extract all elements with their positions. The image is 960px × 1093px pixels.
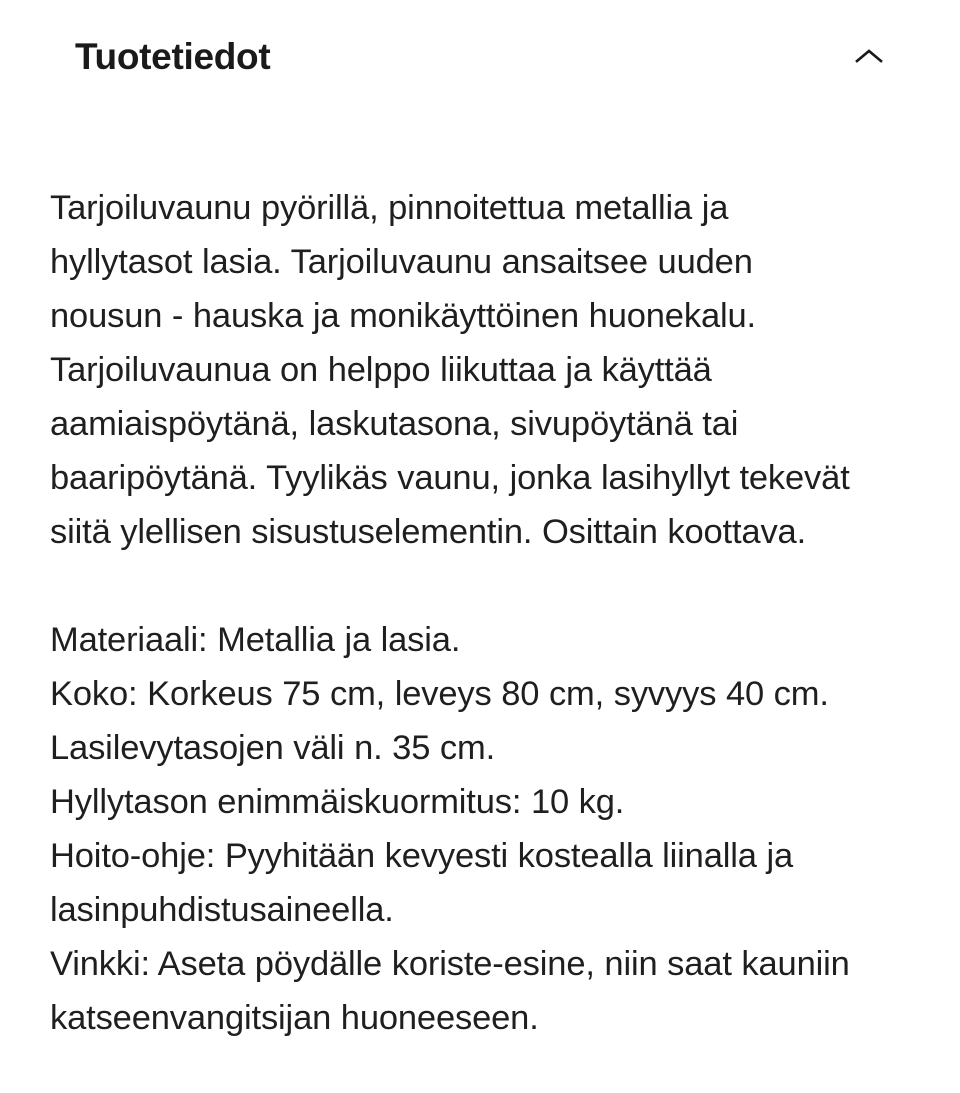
text-line: Tarjoiluvaunu pyörillä, pinnoitettua metallia ja bbox=[50, 189, 729, 227]
chevron-up-icon bbox=[855, 47, 883, 65]
text-line: hyllytasot lasia. Tarjoiluvaunu ansaitsee uuden bbox=[50, 243, 753, 281]
spec-line-size: Koko: Korkeus 75 cm, leveys 80 cm, syvyys 40 cm. bbox=[50, 675, 829, 713]
spec-line-tip-2: katseenvangitsijan huoneeseen. bbox=[50, 999, 539, 1037]
description-paragraph bbox=[50, 181, 920, 559]
text-line: baaripöytänä. Tyylikäs vaunu, jonka lasihyllyt tekevät bbox=[50, 459, 850, 497]
spec-line-care-2: lasinpuhdistusaineella. bbox=[50, 891, 394, 929]
text-line: aamiaispöytänä, laskutasona, sivupöytänä tai bbox=[50, 405, 739, 443]
collapse-toggle-button[interactable] bbox=[846, 33, 892, 79]
text-line: siitä ylellisen sisustuselementin. Osittain koottava. bbox=[50, 513, 807, 551]
text-line: nousun - hauska ja monikäyttöinen huonekalu. bbox=[50, 297, 756, 335]
spec-line-tip-1: Vinkki: Aseta pöydälle koriste-esine, niin saat kauniin bbox=[50, 945, 850, 983]
specifications-paragraph bbox=[50, 613, 920, 1045]
spec-line-shelf-gap: Lasilevytasojen väli n. 35 cm. bbox=[50, 729, 496, 767]
page-title: Tuotetiedot bbox=[75, 35, 271, 77]
spec-line-care-1: Hoito-ohje: Pyyhitään kevyesti kostealla liinalla ja bbox=[50, 837, 794, 875]
spec-line-max-load: Hyllytason enimmäiskuormitus: 10 kg. bbox=[50, 783, 625, 821]
text-line: Tarjoiluvaunua on helppo liikuttaa ja käyttää bbox=[50, 351, 712, 389]
spec-line-material: Materiaali: Metallia ja lasia. bbox=[50, 621, 461, 659]
product-details-body bbox=[50, 181, 920, 1045]
product-details-header[interactable] bbox=[0, 0, 960, 112]
